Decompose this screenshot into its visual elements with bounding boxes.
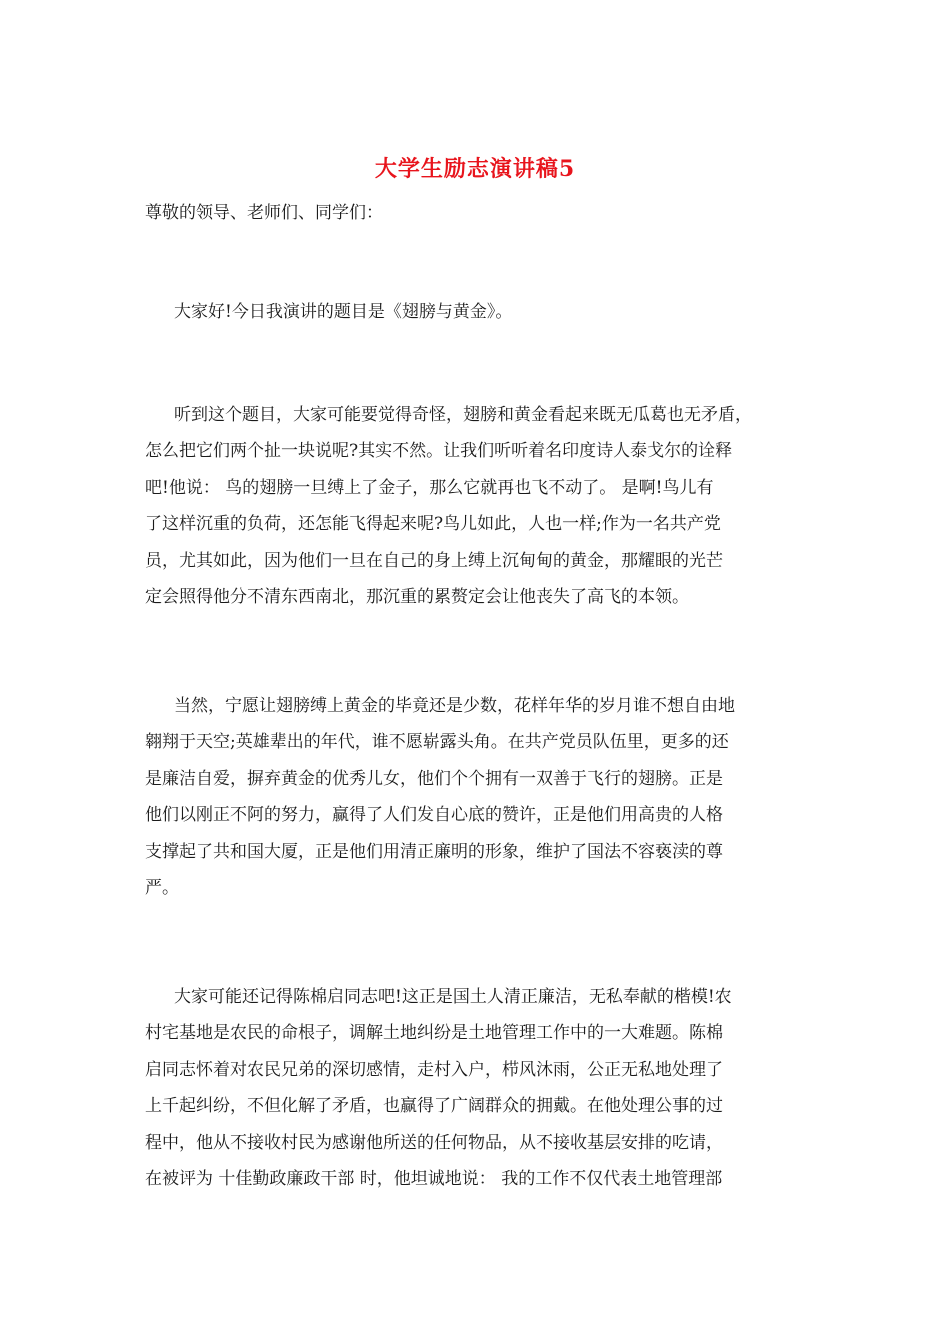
paragraph-line: 村宅基地是农民的命根子，调解土地纠纷是土地管理工作中的一大难题。陈棉 xyxy=(145,1023,723,1044)
paragraph-line: 大家好!今日我演讲的题目是《翅膀与黄金》。 xyxy=(174,302,513,322)
paragraph-line: 他们以刚正不阿的努力，赢得了人们发自心底的赞许，正是他们用高贵的人格 xyxy=(145,805,723,826)
paragraph-line: 吧!他说： 鸟的翅膀一旦缚上了金子，那么它就再也飞不动了。 是啊!鸟儿有 xyxy=(145,477,714,498)
paragraph-3 xyxy=(145,688,825,906)
paragraph-line: 了这样沉重的负荷，还怎能飞得起来呢?鸟儿如此，人也一样;作为一名共产党 xyxy=(145,514,721,535)
paragraph-line: 严。 xyxy=(145,878,179,899)
paragraph-line: 翱翔于天空;英雄辈出的年代，谁不愿崭露头角。在共产党员队伍里，更多的还 xyxy=(145,732,729,753)
paragraph-line: 大家可能还记得陈棉启同志吧!这正是国土人清正廉洁，无私奉献的楷模!农 xyxy=(174,987,732,1007)
paragraph-line: 启同志怀着对农民兄弟的深切感情，走村入户，栉风沐雨，公正无私地处理了 xyxy=(145,1059,723,1080)
paragraph-line: 怎么把它们两个扯一块说呢?其实不然。让我们听听着名印度诗人泰戈尔的诠释 xyxy=(145,441,733,462)
paragraph-2 xyxy=(145,397,825,615)
paragraph-line: 听到这个题目，大家可能要觉得奇怪，翅膀和黄金看起来既无瓜葛也无矛盾， xyxy=(174,405,752,425)
paragraph-line: 定会照得他分不清东西南北，那沉重的累赘定会让他丧失了高飞的本领。 xyxy=(145,587,689,608)
paragraph-line: 在被评为 十佳勤政廉政干部 时，他坦诚地说： 我的工作不仅代表土地管理部 xyxy=(145,1169,723,1190)
paragraph-line: 上千起纠纷，不但化解了矛盾，也赢得了广阔群众的拥戴。在他处理公事的过 xyxy=(145,1096,723,1117)
paragraph-line: 员，尤其如此，因为他们一旦在自己的身上缚上沉甸甸的黄金，那耀眼的光芒 xyxy=(145,550,723,571)
paragraph-line: 程中，他从不接收村民为感谢他所送的任何物品，从不接收基层安排的吃请， xyxy=(145,1132,723,1153)
paragraph-line: 当然，宁愿让翅膀缚上黄金的毕竟还是少数，花样年华的岁月谁不想自由地 xyxy=(174,696,735,716)
paragraph-1 xyxy=(145,294,825,330)
paragraph-4 xyxy=(145,979,825,1197)
paragraph-line: 是廉洁自爱，摒弃黄金的优秀儿女，他们个个拥有一双善于飞行的翅膀。正是 xyxy=(145,768,723,789)
salutation: 尊敬的领导、老师们、同学们： xyxy=(145,203,383,223)
paragraph-line: 支撑起了共和国大厦，正是他们用清正廉明的形象，维护了国法不容亵渎的尊 xyxy=(145,841,723,862)
document-title: 大学生励志演讲稿5 xyxy=(374,156,576,182)
